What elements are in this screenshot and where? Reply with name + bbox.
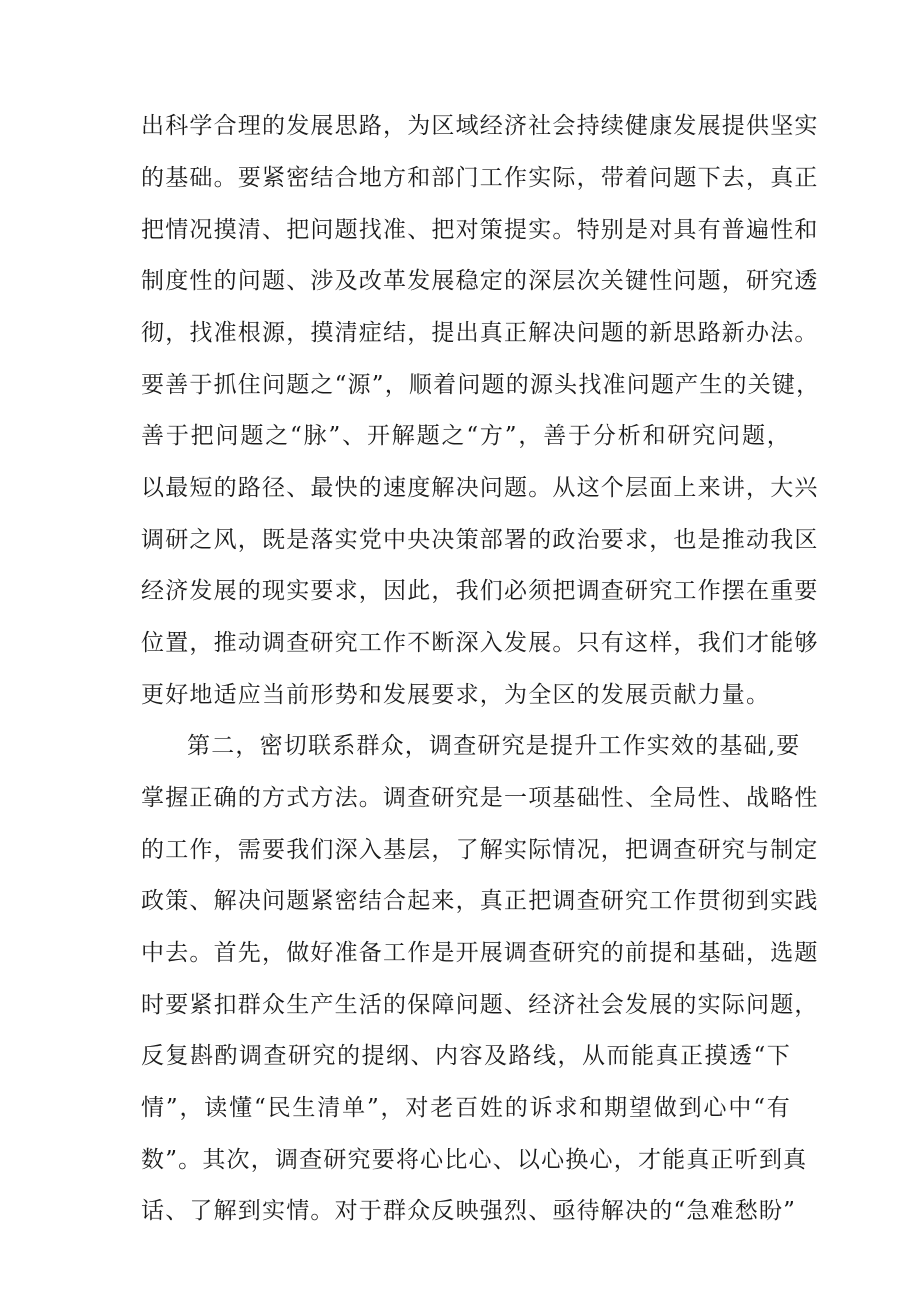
paragraph-1-line-5: 彻，找准根源，摸清症结，提出真正解决问题的新思路新办法。 xyxy=(141,320,819,346)
paragraph-2-line-1: 第二，密切联系群众，调查研究是提升工作实效的基础,要 xyxy=(187,733,801,759)
paragraph-2-line-4: 政策、解决问题紧密结合起来，真正把调查研究工作贯彻到实践 xyxy=(141,888,819,914)
paragraph-1-line-1: 出科学合理的发展思路，为区域经济社会持续健康发展提供坚实 xyxy=(141,113,819,139)
paragraph-2-line-6: 时要紧扣群众生产生活的保障问题、经济社会发展的实际问题， xyxy=(141,992,819,1018)
paragraph-1-line-9: 调研之风，既是落实党中央决策部署的政治要求，也是推动我区 xyxy=(141,527,819,553)
paragraph-1-line-3: 把情况摸清、把问题找准、把对策提实。特别是对具有普遍性和 xyxy=(141,217,819,243)
paragraph-1-line-11: 位置，推动调查研究工作不断深入发展。只有这样，我们才能够 xyxy=(141,630,819,656)
paragraph-1-line-12: 更好地适应当前形势和发展要求，为全区的发展贡献力量。 xyxy=(141,682,771,708)
paragraph-1-line-7: 善于把问题之“脉”、开解题之“方”，善于分析和研究问题， xyxy=(141,423,791,449)
paragraph-2-line-2: 掌握正确的方式方法。调查研究是一项基础性、全局性、战略性 xyxy=(141,785,819,811)
paragraph-2-line-5: 中去。首先，做好准备工作是开展调查研究的前提和基础，选题 xyxy=(141,940,819,966)
paragraph-2-line-7: 反复斟酌调查研究的提纲、内容及路线，从而能真正摸透“下 xyxy=(141,1043,791,1069)
paragraph-2-line-9: 数”。其次，调查研究要将心比心、以心换心，才能真正听到真 xyxy=(141,1147,808,1173)
paragraph-2-line-8: 情”，读懂“民生清单”，对老百姓的诉求和期望做到心中“有 xyxy=(141,1095,791,1121)
paragraph-1-line-8: 以最短的路径、最快的速度解决问题。从这个层面上来讲，大兴 xyxy=(141,475,819,501)
paragraph-1-line-4: 制度性的问题、涉及改革发展稳定的深层次关键性问题，研究透 xyxy=(141,268,819,294)
paragraph-2-line-10: 话、了解到实情。对于群众反映强烈、亟待解决的“急难愁盼” xyxy=(141,1198,797,1224)
paragraph-2-line-3: 的工作，需要我们深入基层，了解实际情况，把调查研究与制定 xyxy=(141,837,819,863)
paragraph-1-line-10: 经济发展的现实要求，因此，我们必须把调查研究工作摆在重要 xyxy=(141,578,819,604)
paragraph-1-line-2: 的基础。要紧密结合地方和部门工作实际，带着问题下去，真正 xyxy=(141,165,819,191)
paragraph-1-line-6: 要善于抓住问题之“源”，顺着问题的源头找准问题产生的关键， xyxy=(141,372,821,398)
